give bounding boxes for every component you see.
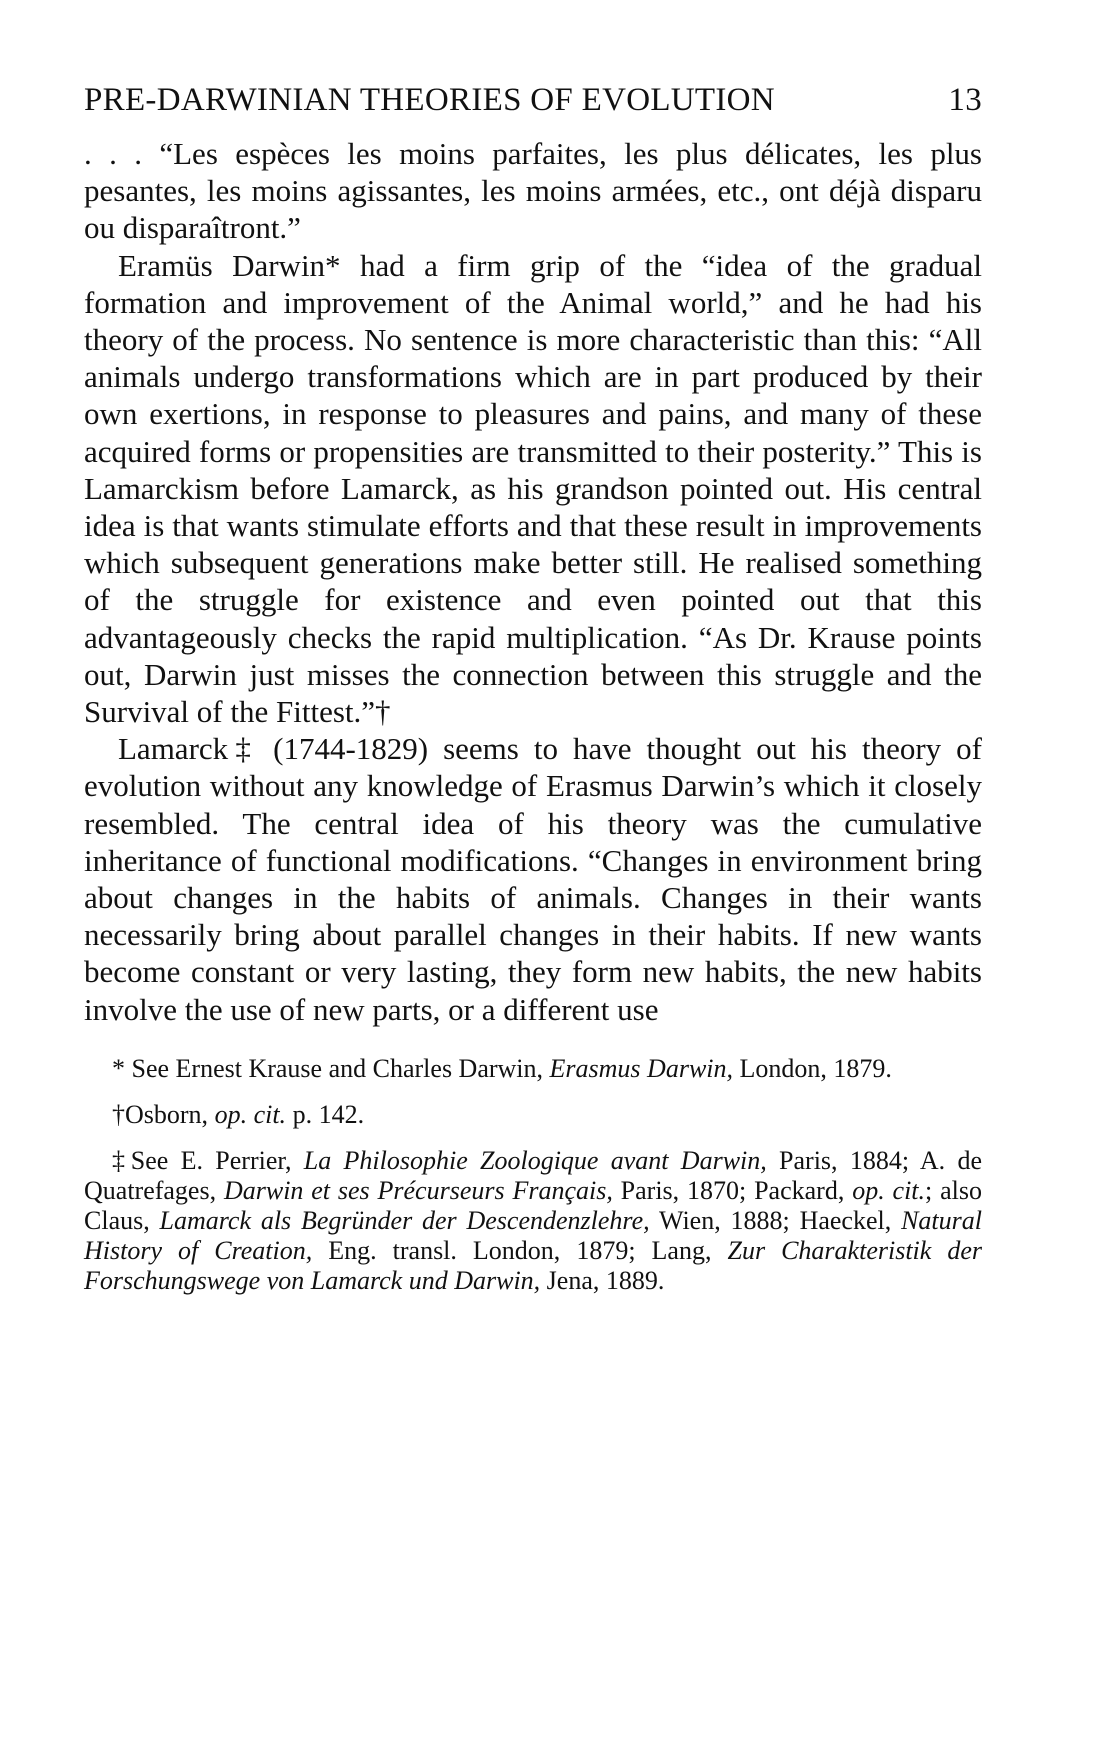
paragraph-quote: . . . “Les espèces les moins parfaites, les plus délicates, les plus pesantes, les moins agissantes, les moins armées, etc., ont déjà disparu ou disparaîtront.” [84, 136, 982, 246]
book-page [84, 82, 982, 1312]
footnote-3: ‡See E. Perrier, La Philosophie Zoologique avant Darwin, Paris, 1884; A. de Quatrefages, Darwin et ses Précurseurs Français, Paris, 1870; Packard, op. cit.; also Claus, Lamarck als Begründer der Descendenzlehre, Wien, 1888; Haeckel, Natural History of Creation, Eng. transl. London, 1879; Lang, Zur Charakteristik der Forschungswege von Lamarck und Darwin, Jena, 1889. [84, 1145, 983, 1295]
footnote-mark: ‡ [112, 1145, 131, 1175]
paragraph-erasmus-darwin: Eramüs Darwin* had a firm grip of the “idea of the gradual formation and improvement of the Animal world,” and he had his theory of the process. No sentence is more characteristic than this: “All animals undergo transformations which are in part produced by their own exertions, in response to pleasures and pains, and many of these acquired forms or propensities are transmitted to their posterity.” This is Lamarckism before Lamarck, as his grandson pointed out. His central idea is that wants stimulate efforts and that these result in improvements which subsequent generations make better still. He realised something of the struggle for existence and even pointed out that this advantageously checks the rapid multiplication. “As Dr. Krause points out, Darwin just misses the connection between this struggle and the Survival of the Fittest.”† [84, 247, 982, 730]
footnotes [84, 1054, 982, 1296]
page-number: 13 [948, 82, 982, 118]
paragraph-lamarck: Lamarck‡ (1744-1829) seems to have thought out his theory of evolution without any knowledge of Erasmus Darwin’s which it closely resembled. The central idea of his theory was the cumulative inheritance of functional modifications. “Changes in environment bring about changes in the habits of animals. Changes in their wants necessarily bring about parallel changes in their habits. If new wants become constant or very lasting, they form new habits, the new habits involve the use of new parts, or a different use [84, 731, 982, 1027]
footnote-mark: * [112, 1053, 125, 1083]
body-text [84, 135, 982, 1028]
footnote-mark: † [112, 1099, 125, 1129]
running-header [84, 82, 982, 119]
footnote-1: * See Ernest Krause and Charles Darwin, Erasmus Darwin, London, 1879. [112, 1053, 892, 1083]
chapter-title: PRE-DARWINIAN THEORIES OF EVOLUTION [84, 82, 775, 118]
footnote-2: †Osborn, op. cit. p. 142. [112, 1099, 365, 1129]
